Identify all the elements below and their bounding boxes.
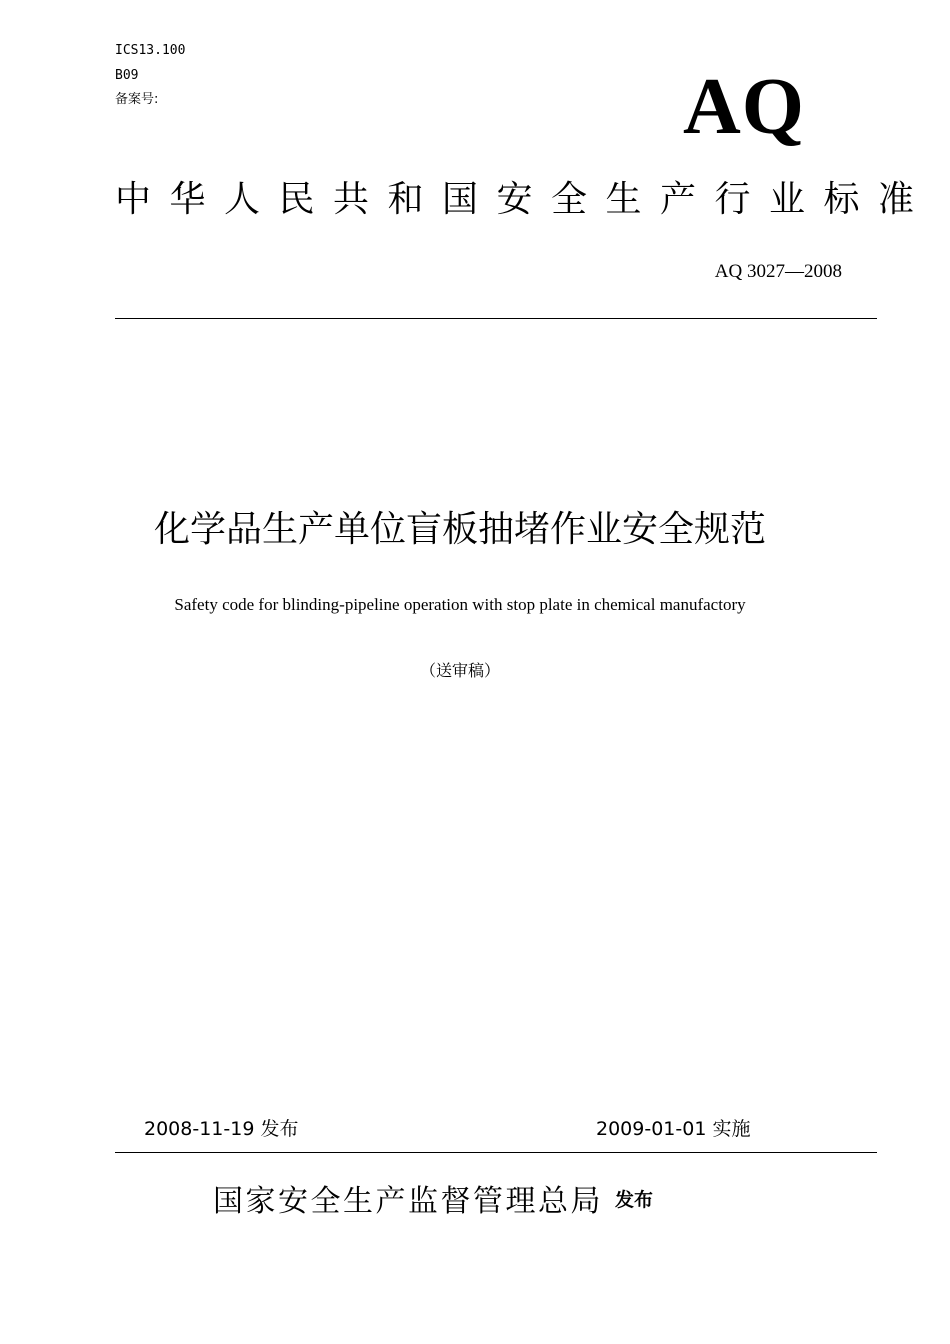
document-title-en: Safety code for blinding-pipeline operation with stop plate in chemical manufactory	[174, 595, 746, 614]
standard-number: AQ 3027—2008	[714, 261, 842, 282]
document-title-cn: 化学品生产单位盲板抽堵作业安全规范	[153, 509, 766, 550]
effective-date: 2009-01-01 实施	[596, 1118, 751, 1140]
publisher-name: 国家安全生产监督管理总局	[213, 1184, 603, 1219]
national-standard-title: 中华人民共和国安全生产行业标准	[115, 179, 933, 220]
publisher-line	[213, 1180, 653, 1224]
publisher-suffix: 发布	[615, 1189, 654, 1211]
bottom-divider	[115, 1152, 877, 1153]
ics-code: ICS13.100	[115, 43, 186, 58]
aq-logo: AQ	[683, 63, 805, 151]
top-divider	[115, 318, 877, 319]
classification-code: B09	[115, 68, 139, 83]
draft-status-note: （送审稿）	[419, 661, 500, 680]
filing-number-label: 备案号:	[115, 92, 159, 107]
issue-date: 2008-11-19 发布	[144, 1118, 299, 1140]
